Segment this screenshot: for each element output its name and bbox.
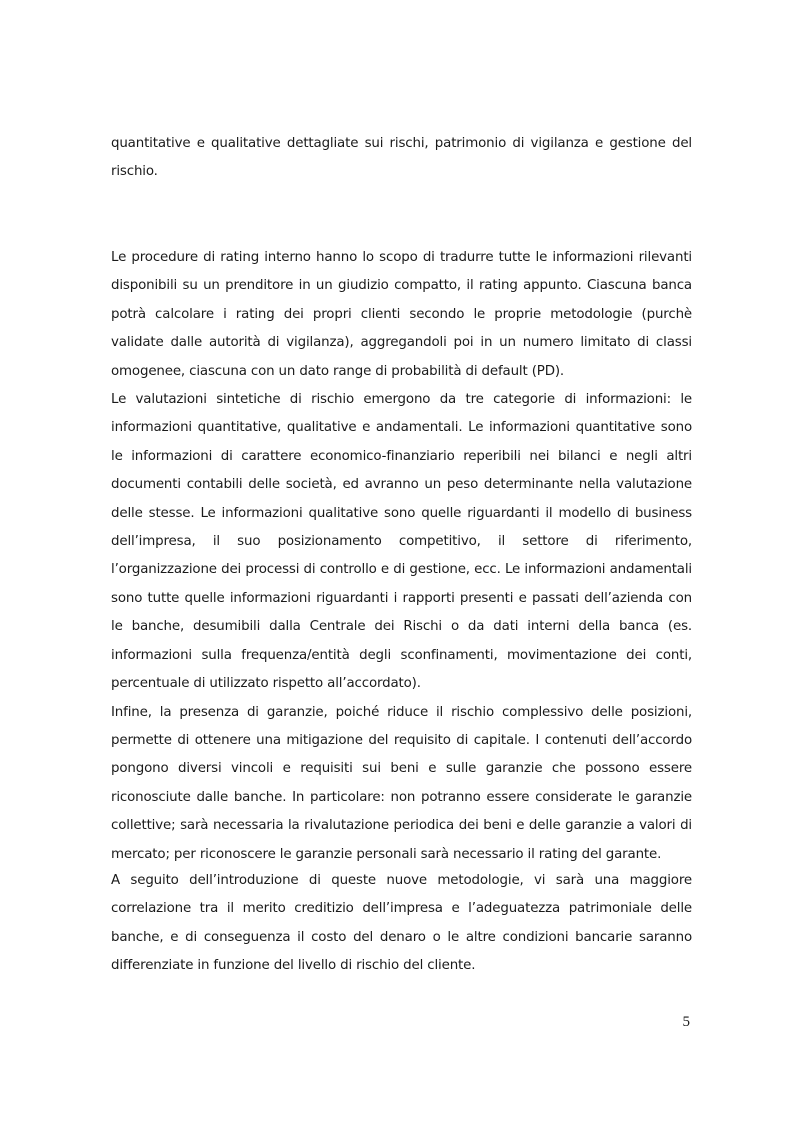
paragraph-1: quantitative e qualitative dettagliate sui rischi, patrimonio di vigilanza e gestione del rischio. bbox=[111, 136, 692, 180]
text-section-3 bbox=[111, 867, 692, 981]
paragraph-5: A seguito dell’introduzione di queste nuove metodologie, vi sarà una maggiore correlazione tra il merito creditizio dell’impresa e l’adeguatezza patrimoniale delle banche, e di conseguenza il costo del denaro o le altre condizioni bancarie saranno differenziate in funzione del livello di rischio del cliente. bbox=[111, 873, 692, 974]
paragraph-3: Le valutazioni sintetiche di rischio emergono da tre categorie di informazioni: le informazioni quantitative, qualitative e andamentali. Le informazioni quantitative sono le informazioni di carattere economico-finanziario reperibili nei bilanci e negli altri documenti contabili delle società, ed avranno un peso determinante nella valutazione delle stesse. Le informazioni qualitative sono quelle riguardanti il modello di business dell’impresa, il suo posizionamento competitivo, il settore di riferimento, l’organizzazione dei processi di controllo e di gestione, ecc. Le informazioni andamentali sono tutte quelle informazioni riguardanti i rapporti presenti e passati dell’azienda con le banche, desumibili dalla Centrale dei Rischi o da dati interni della banca (es. informazioni sulla frequenza/entità degli sconfinamenti, movimentazione dei conti, percentuale di utilizzato rispetto all’accordato). bbox=[111, 392, 692, 692]
text-section-2 bbox=[111, 244, 692, 869]
paragraph-4: Infine, la presenza di garanzie, poiché riduce il rischio complessivo delle posizioni, permette di ottenere una mitigazione del requisito di capitale. I contenuti dell’accordo pongono diversi vincoli e requisiti sui beni e sulle garanzie che possono essere riconosciute dalle banche. In particolare: non potranno essere considerate le garanzie collettive; sarà necessaria la rivalutazione periodica dei beni e delle garanzie a valori di mercato; per riconoscere le garanzie personali sarà necessario il rating del garante. bbox=[111, 704, 692, 862]
text-section-1 bbox=[111, 130, 692, 187]
paragraph-2: Le procedure di rating interno hanno lo scopo di tradurre tutte le informazioni rilevanti disponibili su un prenditore in un giudizio compatto, il rating appunto. Ciascuna banca potrà calcolare i rating dei propri clienti secondo le proprie metodologie (purchè validate dalle autorità di vigilanza), aggregandoli poi in un numero limitato di classi omogenee, ciascuna con un dato range di probabilità di default (PD). bbox=[111, 250, 692, 379]
page-number: 5 bbox=[682, 1014, 690, 1030]
